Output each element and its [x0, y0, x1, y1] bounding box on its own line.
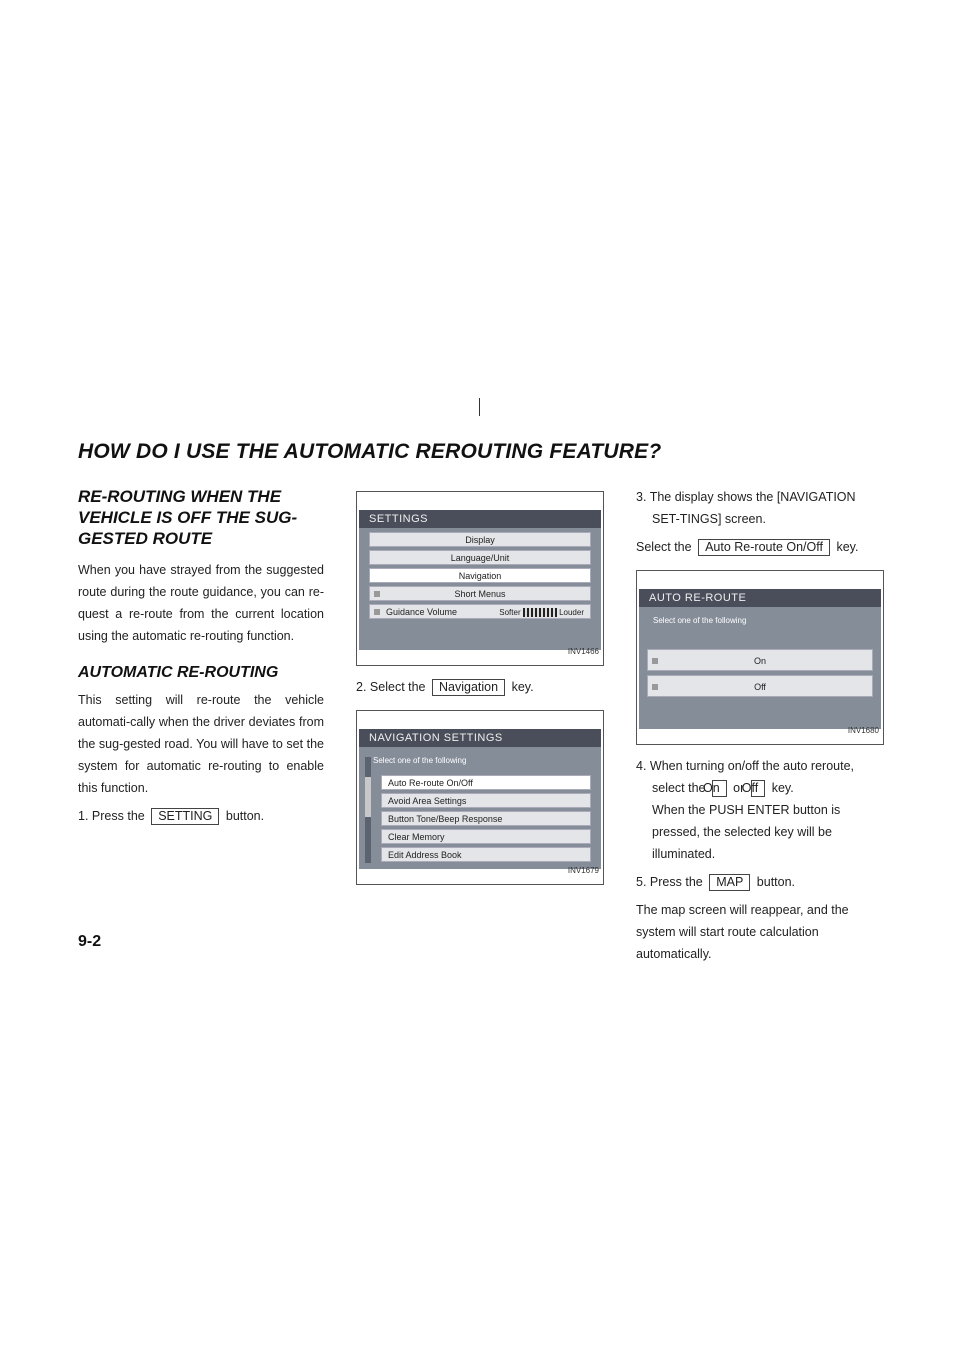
nav-item-edit-address-book: Edit Address Book — [381, 847, 591, 862]
column-right — [636, 486, 884, 971]
settings-screen-figure — [356, 491, 604, 666]
column-left — [78, 486, 324, 833]
step-5: 5. Press the MAP button. — [636, 875, 796, 889]
figure-label: INV1680 — [847, 726, 879, 735]
settings-header: SETTINGS — [359, 510, 601, 528]
checkbox-icon — [374, 609, 380, 615]
page-title: HOW DO I USE THE AUTOMATIC REROUTING FEATURE? — [78, 440, 662, 463]
checkbox-icon — [374, 591, 380, 597]
auto-reroute-item-off: Off — [647, 675, 873, 697]
section-intro: When you have strayed from the suggested route during the route guidance, you can re-quest a re-route from the current location using the automatic re-routing function. — [78, 563, 324, 643]
nav-settings-header: NAVIGATION SETTINGS — [359, 729, 601, 747]
auto-reroute-header: AUTO RE-ROUTE — [639, 589, 881, 607]
nav-item-avoid-area: Avoid Area Settings — [381, 793, 591, 808]
volume-meter-icon — [523, 608, 557, 617]
settings-item-navigation: Navigation — [369, 568, 591, 583]
auto-reroute-prompt: Select one of the following — [653, 616, 747, 625]
settings-item-guidance-volume: Guidance Volume Softer Louder — [369, 604, 591, 619]
settings-item-short-menus: Short Menus — [369, 586, 591, 601]
nav-item-clear-memory: Clear Memory — [381, 829, 591, 844]
auto-reroute-key-label: Auto Re-route On/Off — [698, 539, 830, 556]
map-key-label: MAP — [709, 874, 750, 891]
step-1-number: 1. — [78, 809, 89, 823]
settings-screen — [359, 510, 601, 650]
figure-label: INV1466 — [567, 647, 599, 656]
settings-item-language: Language/Unit — [369, 550, 591, 565]
nav-item-button-tone: Button Tone/Beep Response — [381, 811, 591, 826]
figure-label: INV1679 — [567, 866, 599, 875]
auto-reroute-item-on: On — [647, 649, 873, 671]
checkbox-icon — [652, 684, 658, 690]
nav-settings-screen-figure — [356, 710, 604, 885]
page-number: 9-2 — [78, 933, 102, 950]
column-middle — [356, 491, 604, 885]
nav-settings-screen — [359, 729, 601, 869]
settings-item-display: Display — [369, 532, 591, 547]
subsection-heading: AUTOMATIC RE-ROUTING — [78, 664, 279, 681]
step-3: 3. The display shows the [NAVIGATION SET-TINGS] screen. — [636, 490, 856, 526]
on-key-label: On — [712, 780, 727, 797]
auto-reroute-screen — [639, 589, 881, 729]
setting-key-label: SETTING — [151, 808, 219, 825]
final-note: The map screen will reappear, and the system will start route calculation automatically. — [636, 903, 849, 961]
step-4: 4. When turning on/off the auto reroute, select the On or Off key. When the PUSH ENTER button is pressed, the selected key will be illuminated. — [636, 755, 884, 865]
volume-control: Softer Louder — [499, 608, 584, 617]
navigation-key-label: Navigation — [432, 679, 505, 696]
off-key-label: Off — [751, 780, 765, 797]
step-1-pre: Press the — [91, 809, 145, 823]
nav-item-auto-reroute: Auto Re-route On/Off — [381, 775, 591, 790]
center-tick-mark — [479, 398, 480, 416]
auto-reroute-screen-figure — [636, 570, 884, 745]
step-2: 2. Select the Navigation key. — [356, 680, 534, 694]
section-heading: RE-ROUTING WHEN THE VEHICLE IS OFF THE SUG-GESTED ROUTE — [78, 487, 298, 548]
scroll-thumb — [365, 777, 371, 817]
step-1 — [78, 805, 324, 827]
checkbox-icon — [652, 658, 658, 664]
step-1-post: button. — [225, 809, 265, 823]
scrollbar — [365, 757, 371, 863]
nav-settings-prompt: Select one of the following — [373, 756, 467, 765]
step-3-action: Select the Auto Re-route On/Off key. — [636, 540, 859, 554]
step-4-note: When the PUSH ENTER button is pressed, the selected key will be illuminated. — [652, 803, 841, 861]
subsection-body: This setting will re-route the vehicle automati-cally when the driver deviates from the sug-gested road. You will have to set the system for automatic re-routing to enable this function. — [78, 693, 324, 795]
